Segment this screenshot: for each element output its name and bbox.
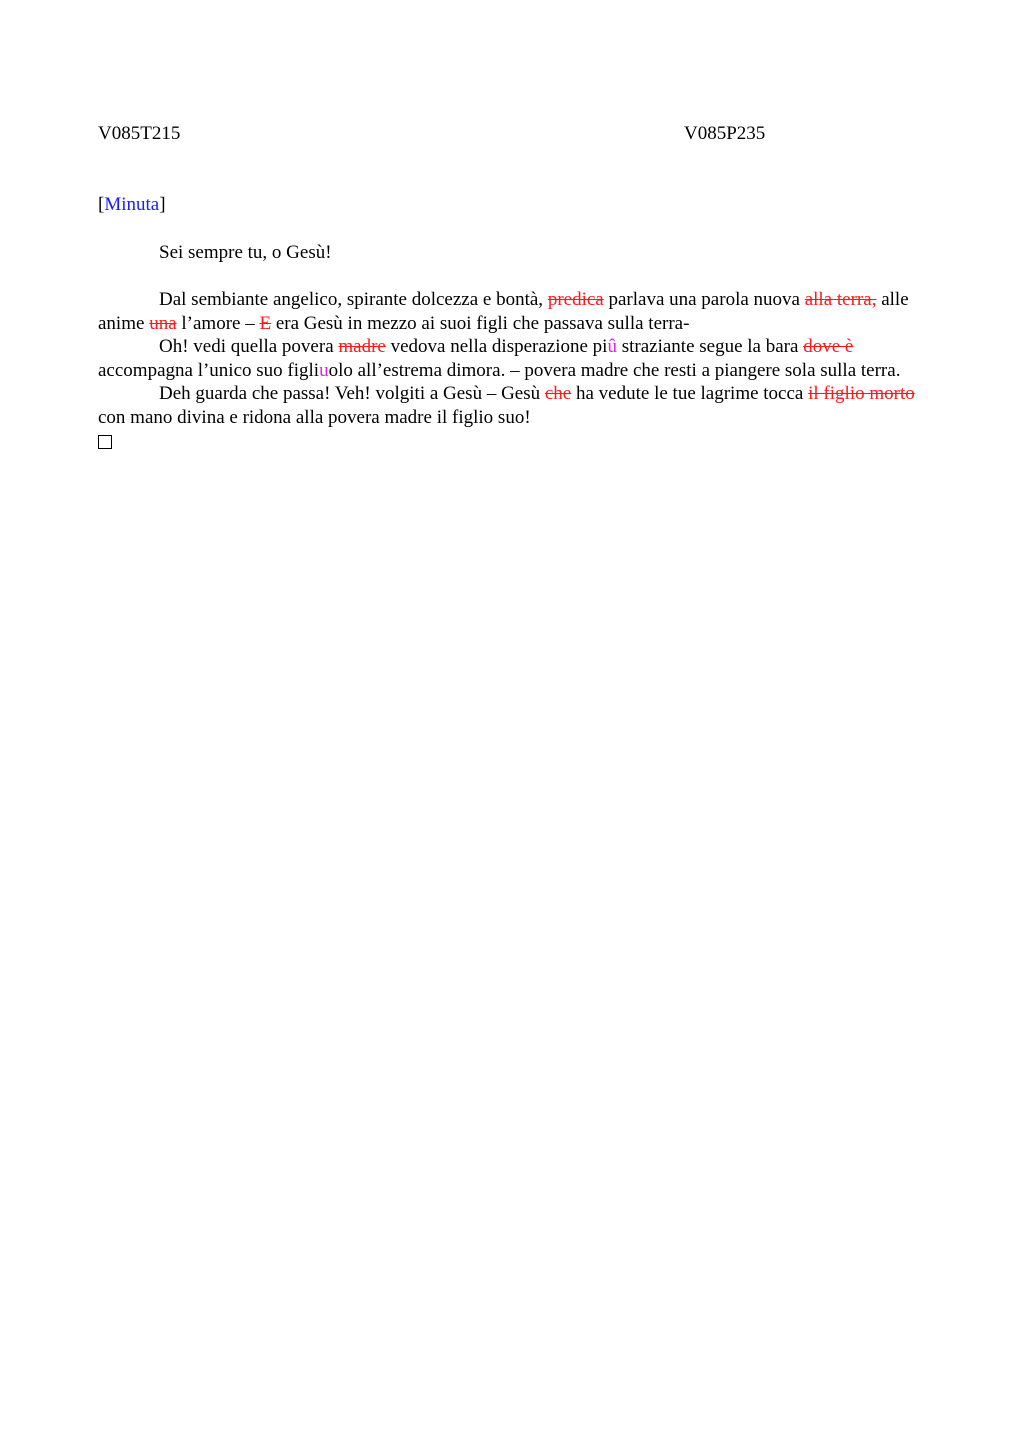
section-label xyxy=(98,193,166,217)
added-text: u xyxy=(319,359,329,381)
deleted-text: dove è xyxy=(803,336,854,357)
transcription-body xyxy=(98,241,928,456)
deleted-text: madre xyxy=(338,336,386,357)
text-segment: Oh! vedi quella povera xyxy=(159,336,339,357)
text-segment: con mano divina e ridona alla povera madre il figlio suo! xyxy=(98,406,531,428)
deleted-text: il figlio morto xyxy=(808,383,915,404)
deleted-text: che xyxy=(544,383,572,404)
deleted-text: alla terra, xyxy=(804,289,877,310)
page-header xyxy=(98,122,928,146)
end-mark xyxy=(98,429,928,456)
text-segment: Dal sembiante angelico, spirante dolcezza e bontà, xyxy=(159,289,548,310)
text-segment: vedova nella disperazione pi xyxy=(385,336,608,357)
page-code: V085P235 xyxy=(684,123,766,144)
square-icon xyxy=(98,435,112,449)
section-label-text: Minuta xyxy=(104,194,160,215)
added-text: û xyxy=(607,336,617,357)
text-segment: accompagna l’unico suo figli xyxy=(98,359,320,381)
deleted-text: predica xyxy=(547,289,604,310)
text-segment: era Gesù in mezzo ai suoi figli che passava sulla terra- xyxy=(271,312,690,334)
deleted-text: una xyxy=(149,312,177,334)
document-code: V085T215 xyxy=(98,123,181,144)
text-segment: parlava una parola nuova xyxy=(603,289,805,310)
close-bracket: ] xyxy=(159,194,166,215)
paragraph-3 xyxy=(98,382,928,429)
text-segment: Deh guarda che passa! Veh! volgiti a Gesù – Gesù xyxy=(159,383,545,404)
text-segment: l’amore – xyxy=(176,312,260,334)
text-segment: straziante segue la bara xyxy=(616,336,804,357)
paragraph-2 xyxy=(98,335,928,382)
text-segment: alle anime xyxy=(98,289,909,334)
title-line: Sei sempre tu, o Gesù! xyxy=(159,242,332,263)
text-segment: ha vedute le tue lagrime tocca xyxy=(571,383,809,404)
text-segment: olo all’estrema dimora. – povera madre che resti a piangere sola sulla terra. xyxy=(328,359,901,381)
deleted-text: E xyxy=(259,312,272,334)
open-bracket: [ xyxy=(98,194,105,215)
paragraph-1 xyxy=(98,288,928,335)
